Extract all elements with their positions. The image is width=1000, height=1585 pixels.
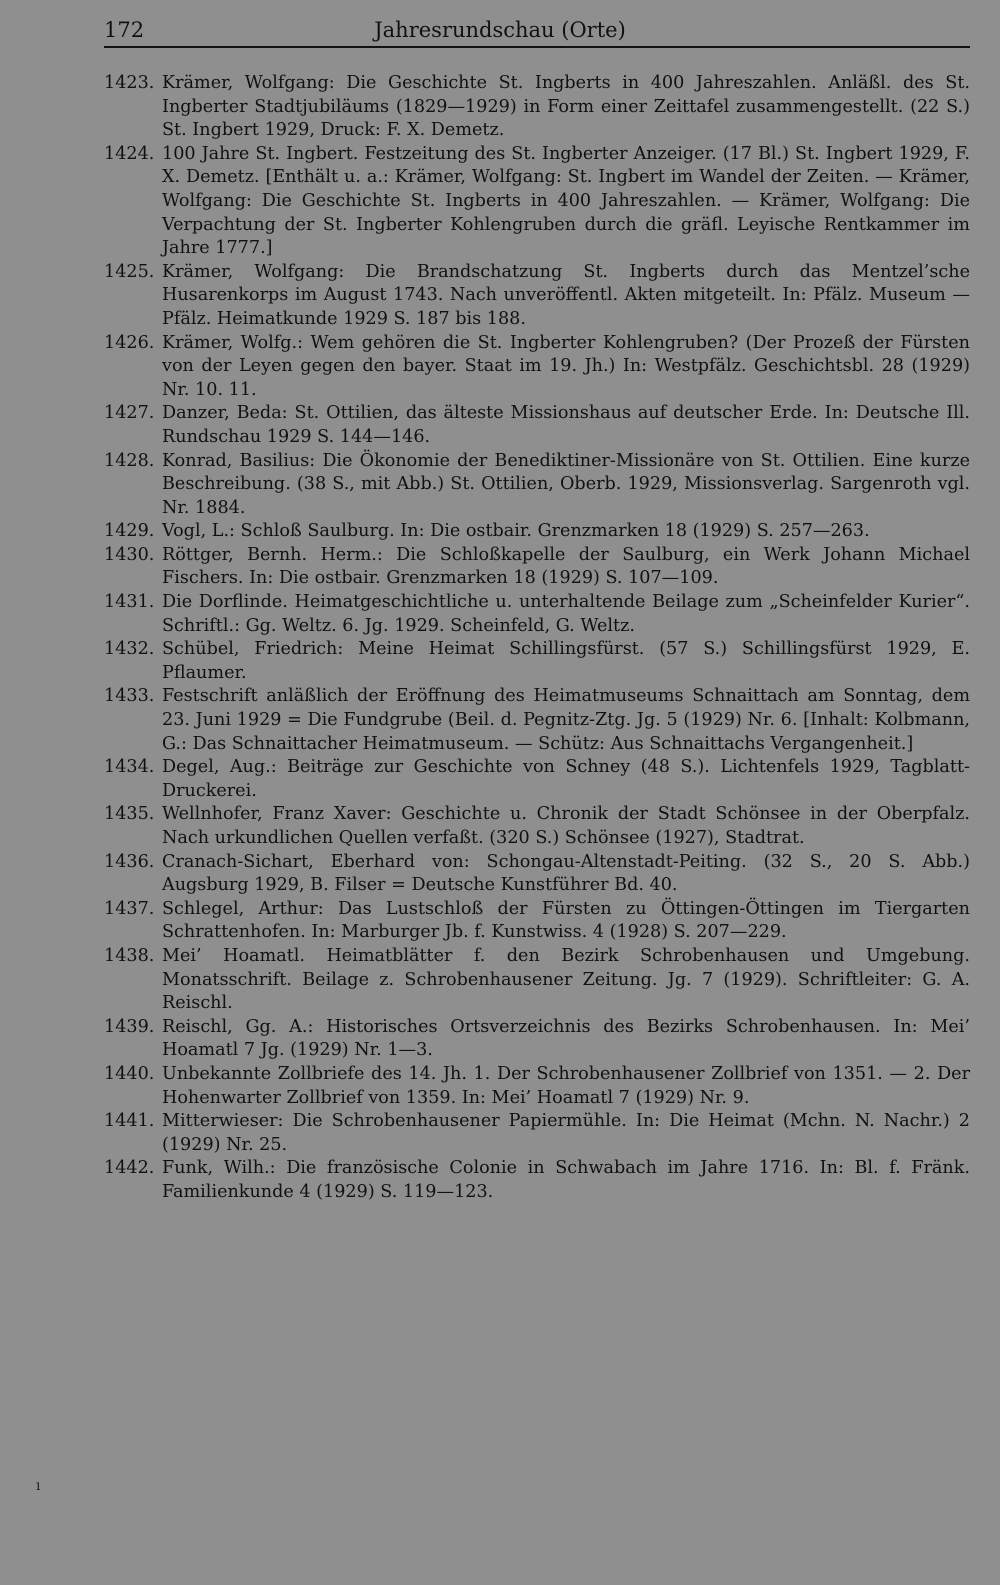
- entry-number: 1438.: [104, 945, 155, 966]
- bibliography-entry: [104, 898, 970, 945]
- bibliography-entry: [104, 591, 970, 638]
- bibliography-entry: [104, 1157, 970, 1204]
- entry-text: 100 Jahre St. Ingbert. Festzeitung des St. Ingberter Anzeiger. (17 Bl.) St. Ingbert 1929, F. X. Demetz. [Enthält u. a.: Krämer, Wolfgang: St. Ingbert im Wandel der Zeiten. — Krämer, Wolfgang: Die Geschichte St. Ingberts in 400 Jahreszahlen. — Krämer, Wolfgang: Die Verpachtung der St. Ingberter Kohlengruben durch die gräfl. Leyische Rentkammer im Jahre 1777.]: [162, 143, 970, 259]
- bibliography-entry: [104, 756, 970, 803]
- bibliography-entry: [104, 261, 970, 332]
- entry-text: Krämer, Wolfgang: Die Geschichte St. Ingberts in 400 Jahreszahlen. Anläßl. des St. Ingberter Stadtjubiläums (1829—1929) in Form einer Zeittafel zusammengestellt. (22 S.) St. Ingbert 1929, Druck: F. X. Demetz.: [162, 73, 970, 141]
- entry-number: 1439.: [104, 1016, 155, 1037]
- bibliography-entry: [104, 1063, 970, 1110]
- entry-text: Funk, Wilh.: Die französische Colonie in Schwabach im Jahre 1716. In: Bl. f. Fränk. Familienkunde 4 (1929) S. 119—123.: [162, 1158, 970, 1202]
- entry-text: Degel, Aug.: Beiträge zur Geschichte von Schney (48 S.). Lichtenfels 1929, Tagblatt-Druckerei.: [162, 757, 970, 801]
- margin-mark: ı: [36, 1478, 41, 1494]
- bibliography-entry: [104, 520, 970, 544]
- bibliography-entry: [104, 685, 970, 756]
- page-number: 172: [104, 18, 145, 42]
- entry-number: 1426.: [104, 332, 155, 353]
- entry-text: Vogl, L.: Schloß Saulburg. In: Die ostbair. Grenzmarken 18 (1929) S. 257—263.: [162, 521, 870, 542]
- bibliography-entry: [104, 638, 970, 685]
- entry-text: Reischl, Gg. A.: Historisches Ortsverzeichnis des Bezirks Schrobenhausen. In: Mei’ Hoamatl 7 Jg. (1929) Nr. 1—3.: [162, 1016, 970, 1061]
- entry-number: 1425.: [104, 261, 155, 282]
- entry-text: Die Dorflinde. Heimatgeschichtliche u. unterhaltende Beilage zum „Scheinfelder Kurier“. Schriftl.: Gg. Weltz. 6. Jg. 1929. Scheinfeld, G. Weltz.: [162, 592, 970, 636]
- entry-number: 1423.: [104, 73, 155, 93]
- entry-number: 1442.: [104, 1158, 155, 1179]
- bibliography-list: [104, 72, 970, 1205]
- running-title: Jahresrundschau (Orte): [374, 18, 626, 42]
- entry-text: Unbekannte Zollbriefe des 14. Jh. 1. Der Schrobenhausener Zollbrief von 1351. — 2. Der Hohenwarter Zollbrief von 1359. In: Mei’ Hoamatl 7 (1929) Nr. 9.: [162, 1063, 970, 1108]
- bibliography-entry: [104, 1110, 970, 1157]
- entry-text: Wellnhofer, Franz Xaver: Geschichte u. Chronik der Stadt Schönsee in der Oberpfalz. Nach urkundlichen Quellen verfaßt. (320 S.) Schönsee (1927), Stadtrat.: [162, 804, 970, 848]
- entry-number: 1436.: [104, 851, 155, 872]
- entry-text: Krämer, Wolfg.: Wem gehören die St. Ingberter Kohlengruben? (Der Prozeß der Fürsten von der Leyen gegen den bayer. Staat im 19. Jh.) In: Westpfälz. Geschichtsbl. 28 (1929) Nr. 10. 11.: [162, 332, 970, 400]
- entry-text: Cranach-Sichart, Eberhard von: Schongau-Altenstadt-Peiting. (32 S., 20 S. Abb.) Augsburg 1929, B. Filser = Deutsche Kunstführer Bd. 40.: [162, 851, 970, 896]
- entry-number: 1427.: [104, 403, 155, 424]
- bibliography-entry: [104, 402, 970, 449]
- entry-text: Schlegel, Arthur: Das Lustschloß der Fürsten zu Öttingen-Öttingen im Tiergarten Schrattenhofen. In: Marburger Jb. f. Kunstwiss. 4 (1928) S. 207—229.: [162, 898, 970, 943]
- entry-number: 1441.: [104, 1111, 155, 1132]
- entry-text: Konrad, Basilius: Die Ökonomie der Benediktiner-Missionäre von St. Ottilien. Eine kurze Beschreibung. (38 S., mit Abb.) St. Ottilien, Oberb. 1929, Missionsverlag. Sargenroth vgl. Nr. 1884.: [162, 450, 970, 518]
- bibliography-entry: [104, 1016, 970, 1063]
- entry-number: 1428.: [104, 450, 155, 471]
- entry-text: Schübel, Friedrich: Meine Heimat Schillingsfürst. (57 S.) Schillingsfürst 1929, E. Pflaumer.: [162, 639, 970, 683]
- bibliography-entry: [104, 851, 970, 898]
- entry-text: Danzer, Beda: St. Ottilien, das älteste Missionshaus auf deutscher Erde. In: Deutsche Ill. Rundschau 1929 S. 144—146.: [162, 403, 970, 447]
- entry-number: 1424.: [104, 143, 155, 164]
- entry-text: Mitterwieser: Die Schrobenhausener Papiermühle. In: Die Heimat (Mchn. N. Nachr.) 2 (1929) Nr. 25.: [162, 1111, 970, 1155]
- entry-number: 1429.: [104, 521, 155, 542]
- entry-number: 1434.: [104, 757, 155, 778]
- bibliography-entry: [104, 945, 970, 1016]
- entry-number: 1433.: [104, 686, 155, 707]
- entry-number: 1432.: [104, 639, 155, 660]
- bibliography-entry: [104, 143, 970, 261]
- page-header: [104, 18, 970, 48]
- entry-number: 1440.: [104, 1063, 155, 1084]
- entry-text: Festschrift anläßlich der Eröffnung des Heimatmuseums Schnaittach am Sonntag, dem 23. Juni 1929 = Die Fundgrube (Beil. d. Pegnitz-Ztg. Jg. 5 (1929) Nr. 6. [Inhalt: Kolbmann, G.: Das Schnaittacher Heimatmuseum. — Schütz: Aus Schnaittachs Vergangenheit.]: [162, 686, 970, 754]
- entry-number: 1437.: [104, 898, 155, 919]
- bibliography-entry: [104, 544, 970, 591]
- bibliography-entry: [104, 450, 970, 521]
- bibliography-entry: [104, 803, 970, 850]
- entry-number: 1431.: [104, 592, 155, 613]
- bibliography-entry: [104, 332, 970, 403]
- entry-number: 1435.: [104, 804, 155, 825]
- entry-number: 1430.: [104, 544, 155, 565]
- bibliography-entry: [104, 72, 970, 143]
- entry-text: Mei’ Hoamatl. Heimatblätter f. den Bezirk Schrobenhausen und Umgebung. Monatsschrift. Beilage z. Schrobenhausener Zeitung. Jg. 7 (1929). Schriftleiter: G. A. Reischl.: [162, 945, 970, 1014]
- entry-text: Röttger, Bernh. Herm.: Die Schloßkapelle der Saulburg, ein Werk Johann Michael Fischers. In: Die ostbair. Grenzmarken 18 (1929) S. 107—109.: [162, 544, 970, 589]
- entry-text: Krämer, Wolfgang: Die Brandschatzung St. Ingberts durch das Mentzel’sche Husarenkorps im August 1743. Nach unveröffentl. Akten mitgeteilt. In: Pfälz. Museum — Pfälz. Heimatkunde 1929 S. 187 bis 188.: [162, 261, 970, 329]
